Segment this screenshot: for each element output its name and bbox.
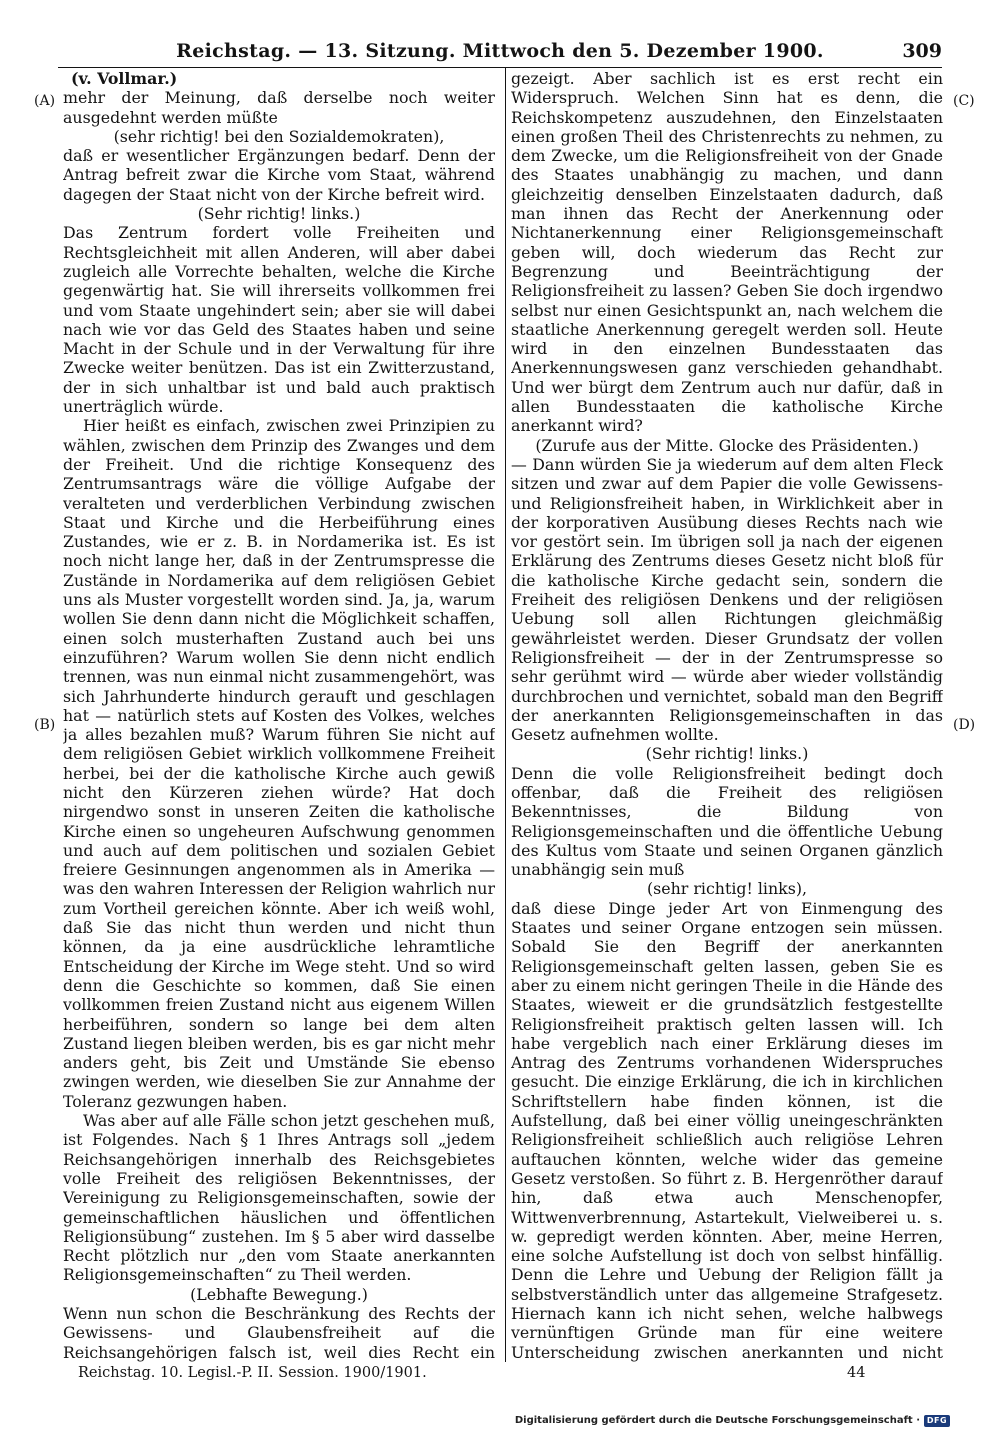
left-column: [63, 69, 495, 1362]
interjection: (sehr richtig! bei den Sozialdemokraten),: [113, 126, 445, 146]
interjection: (Lebhafte Bewegung.): [190, 1284, 368, 1304]
speaker-name: (v. Vollmar.): [71, 69, 178, 88]
paragraph: Denn die volle Religionsfreiheit bedingt doch offenbar, daß die Freiheit des religiösen Bekenntnisses, die Bildung von Religionsgemeinschaften und die öffentliche Uebung des Kultus vom Staate und seinen Organen gänzlich unabhängig sein muß: [511, 763, 943, 880]
paragraph: gezeigt. Aber sachlich ist es erst recht ein Widerspruch. Welchen Sinn hat es denn, die Reichskompetenz auszudehnen, den Einzelstaaten einen großen Theil des Christenrechts zu nehmen, zu dem Zwecke, um die Religionsfreiheit von der Gnade des Staates unabhängig zu machen, und dann gleichzeitig denselben Einzelstaaten dadurch, daß man ihnen das Recht der Anerkennung oder Nichtanerkennung einer Religionsgemeinschaft geben will, doch wiederum das Recht zur Begrenzung und Beeinträchtigung der Religionsfreiheit zu lassen? Geben Sie doch irgendwo selbst nur einen Gesichtspunkt an, nach welchem die staatliche Anerkennung geregelt werden soll. Heute wird in den einzelnen Bundesstaaten das Anerkennungswesen ganz verschieden gehandhabt. Und wer bürgt dem Zentrum auch nur dafür, daß in allen Bundesstaaten die katholische Kirche anerkannt wird?: [511, 69, 943, 436]
right-column: [511, 69, 943, 1362]
page-header: [0, 36, 1000, 66]
header-rule: [58, 67, 942, 68]
margin-marker-d: (D): [953, 717, 976, 733]
interjection: (Sehr richtig! links.): [645, 744, 809, 764]
paragraph: Das Zentrum fordert volle Freiheiten und Rechtsgleichheit mit allen Anderen, will aber dabei zugleich alle Vorrechte behalten, welche die Kirche gegenwärtig hat. Sie will ihrerseits vollkommen frei und vom Staate ungehindert sein; aber sie will dabei nach wie vor das Geld des Staates haben und seine Macht in der Schule und in der Verwaltung für ihre Zwecke weiter benützen. Das ist ein Zwitterzustand, der in sich unhaltbar ist und bald auch praktisch unerträglich würde.: [63, 223, 495, 417]
column-divider: [505, 68, 506, 1362]
interjection: (sehr richtig! links),: [646, 879, 807, 899]
page-number: 309: [902, 40, 942, 62]
margin-marker-b: (B): [34, 717, 56, 733]
paragraph: daß er wesentlicher Ergänzungen bedarf. Denn der Antrag befreit zwar die Kirche vom Staat, während dagegen der Staat nicht von der Kirche befreit wird.: [63, 146, 495, 204]
running-title: Reichstag. — 13. Sitzung. Mittwoch den 5. Dezember 1900.: [176, 40, 824, 62]
interjection: (Sehr richtig! links.): [197, 204, 361, 224]
paragraph: daß diese Dinge jeder Art von Einmengung des Staates und seiner Organe entzogen sein müssen. Sobald Sie den Begriff der anerkannten Religionsgemeinschaft gelten lassen, geben Sie es aber zu einem nicht geringen Theile in die Hände des Staates, wieweit er die grundsätzlich festgestellte Religionsfreiheit praktisch gelten lassen will. Ich habe vergeblich nach einer Erklärung dieses im Antrag des Zentrums vorhandenen Widerspruches gesucht. Die einzige Erklärung, die ich in kirchlichen Schriftstellern habe finden können, ist die Aufstellung, daß bei einer völlig uneingeschränkten Religionsfreiheit schließlich auch religiöse Lehren auftauchen könnten, welche wider das gemeine Gesetz verstoßen. So führt z. B. Hergenröther darauf hin, daß etwa auch Menschenopfer, Wittwenverbrennung, Astartekult, Vielweiberei u. s. w. gepredigt werden könnten. Aber, meine Herren, eine solche Aufstellung ist doch von selbst hinfällig. Denn die Lehre und Uebung der Religion fällt ja selbstverständlich unter das allgemeine Strafgesetz. Hiernach kann ich nicht sehen, welche halbwegs vernünftigen Gründe man für eine weitere Unterscheidung zwischen anerkannten und nicht: [511, 898, 943, 1362]
dfg-logo: DFG: [924, 1415, 950, 1427]
paragraph: Was aber auf alle Fälle schon jetzt geschehen muß, ist Folgendes. Nach § 1 Ihres Antrags soll „jedem Reichsangehörigen innerhalb des Reichsgebietes volle Freiheit des religiösen Bekenntnisses, der Vereinigung zu Religionsgemeinschaften, sowie der gemeinschaftlichen häuslichen und öffentlichen Religionsübung“ zustehen. Im § 5 aber wird dasselbe Recht plötzlich nur „den vom Staate anerkannten Religionsgemeinschaften“ zu Theil werden.: [63, 1111, 495, 1285]
credit-text: Digitalisierung gefördert durch die Deutsche Forschungsgemeinschaft ·: [514, 1415, 920, 1426]
paragraph: Hier heißt es einfach, zwischen zwei Prinzipien zu wählen, zwischen dem Prinzip des Zwanges und dem der Freiheit. Und die richtige Konsequenz des Zentrumsantrags wäre die völlige Aufgabe der veralteten und verderblichen Verbindung zwischen Staat und Kirche und die Herbeiführung eines Zustandes, wie er z. B. in Nordamerika ist. Es ist noch nicht lange her, daß in der Zentrumspresse die Zustände in Nordamerika auf dem religiösen Gebiet uns als Muster vorgestellt worden sind. Ja, ja, warum wollen Sie denn dann nicht die Möglichkeit schaffen, einen solch musterhaften Zustand auch bei uns einzuführen? Warum wollen Sie denn nicht endlich trennen, was nun einmal nicht zusammengehört, was sich Jahrhunderte hindurch gerauft und geschlagen hat — natürlich stets auf Kosten des Volkes, welches ja alles bezahlen muß? Warum führen Sie nicht auf dem religiösen Gebiet wirklich vollkommene Freiheit herbei, bei der die katholische Kirche auch gewiß nicht den Kürzeren ziehen würde? Hat doch nirgendwo sonst in unseren Zeiten die katholische Kirche einen so ungeheuren Aufschwung genommen und auch auf dem politischen und sozialen Gebiet freiere Gesinnungen angenommen als in Amerika — was den wahren Interessen der Religion wahrlich nur zum Vortheil gereichen könnte. Aber ich weiß wohl, daß Sie das nicht thun werden und nicht thun können, da ja eine ausdrückliche lehramtliche Entscheidung der Kirche im Wege steht. Und so wird denn die Geschichte so kommen, daß Sie einen vollkommen freien Zustand nicht aus eigenem Willen herbeiführen, sondern so lange bei dem alten Zustand liegen bleiben werden, bis es gar nicht mehr anders geht, bis Zeit und Umstände Sie ebenso zwingen werden, wie dieselben Sie zur Annahme der Toleranz gezwungen haben.: [63, 416, 495, 1111]
paragraph: — Dann würden Sie ja wiederum auf dem alten Fleck sitzen und zwar auf dem Papier die volle Gewissens- und Religionsfreiheit haben, in Wirklichkeit aber in der korporativen Ausübung dieses Rechts nach wie vor gestört sein. Im übrigen soll ja nach der eigenen Erklärung des Zentrums dieses Gesetz nicht bloß für die katholische Kirche gedacht sein, sondern die Freiheit des religiösen Denkens und der religiösen Uebung soll allen Richtungen gleichmäßig gewährleistet werden. Dieser Grundsatz der vollen Religionsfreiheit — der in der Zentrumspresse so sehr gerühmt wird — würde aber wieder vollständig durchbrochen und vernichtet, sobald man den Begriff der anerkannten Religionsgemeinschaften in das Gesetz aufnehmen wollte.: [511, 454, 943, 745]
footer-session-info: Reichstag. 10. Legisl.-P. II. Session. 1900/1901.: [78, 1365, 427, 1381]
margin-marker-c: (C): [953, 93, 975, 109]
interjection: (Zurufe aus der Mitte. Glocke des Präsidenten.): [535, 435, 919, 455]
paragraph: mehr der Meinung, daß derselbe noch weiter ausgedehnt werden müßte: [63, 88, 495, 127]
digitization-credit: [515, 1414, 950, 1428]
paragraph: Wenn nun schon die Beschränkung des Rechts der Gewissens- und Glaubensfreiheit auf die Reichsangehörigen falsch ist, weil dies Recht ein: [63, 1304, 495, 1362]
margin-marker-a: (A): [34, 93, 56, 109]
footer-signature-number: 44: [847, 1365, 866, 1381]
